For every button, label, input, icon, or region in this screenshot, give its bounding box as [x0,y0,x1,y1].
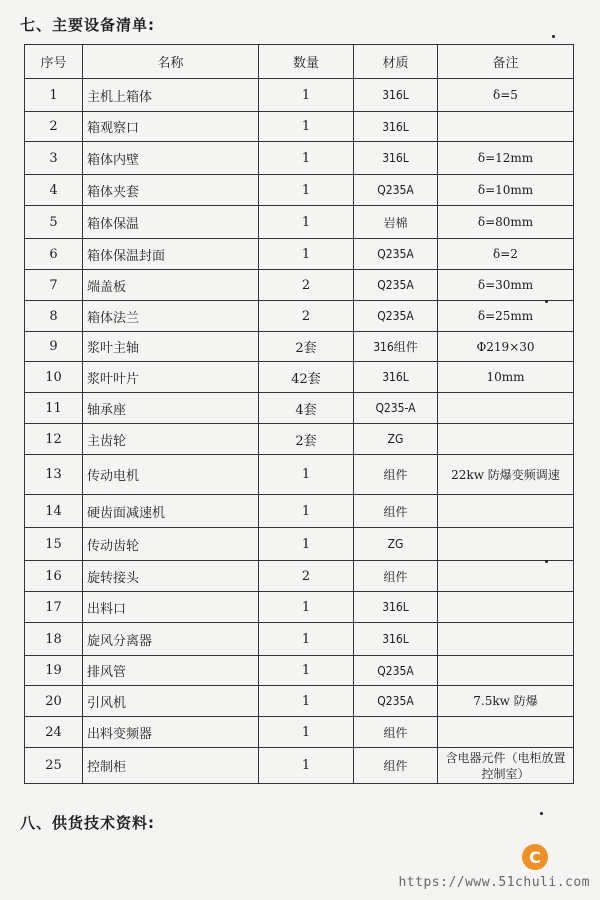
header-material: 材质 [354,45,438,79]
cell-name: 控制柜 [83,748,259,784]
table-row [25,748,574,784]
header-note: 备注 [438,45,574,79]
cell-qty: 2套 [259,424,354,455]
cell-qty: 1 [259,142,354,175]
cell-no: 24 [25,717,83,748]
cell-qty: 1 [259,656,354,686]
cell-name: 箱体内壁 [83,142,259,175]
table-row [25,686,574,717]
cell-name: 浆叶叶片 [83,362,259,393]
cell-name: 旋转接头 [83,561,259,592]
cell-no: 17 [25,592,83,623]
table-row [25,455,574,495]
cell-note [438,393,574,424]
cell-note: δ=25mm [438,301,574,332]
cell-note: 10mm [438,362,574,393]
cell-name: 浆叶主轴 [83,332,259,362]
cell-note: δ=5 [438,79,574,112]
cell-no: 8 [25,301,83,332]
cell-qty: 1 [259,112,354,142]
watermark-logo-icon: C [522,844,548,870]
cell-name: 传动齿轮 [83,528,259,561]
cell-no: 4 [25,175,83,206]
cell-name: 出料口 [83,592,259,623]
table-row [25,393,574,424]
cell-name: 硬齿面减速机 [83,495,259,528]
cell-qty: 1 [259,528,354,561]
cell-material: ZG [354,424,438,455]
cell-note: Φ219×30 [438,332,574,362]
cell-name: 轴承座 [83,393,259,424]
cell-material: 316组件 [354,332,438,362]
cell-no: 19 [25,656,83,686]
cell-qty: 42套 [259,362,354,393]
section-title-technical-docs: 八、供货技术资料: [20,814,155,832]
cell-name: 箱体夹套 [83,175,259,206]
scan-speck [545,300,548,303]
cell-name: 排风管 [83,656,259,686]
table-row [25,717,574,748]
scan-speck [552,35,555,38]
cell-material: Q235A [354,301,438,332]
table-row [25,112,574,142]
cell-note [438,717,574,748]
cell-no: 10 [25,362,83,393]
table-row [25,301,574,332]
cell-no: 7 [25,270,83,301]
cell-name: 箱体法兰 [83,301,259,332]
header-no: 序号 [25,45,83,79]
cell-note: δ=10mm [438,175,574,206]
scan-speck [545,560,548,563]
cell-material: 组件 [354,748,438,784]
cell-note [438,112,574,142]
cell-note [438,495,574,528]
cell-material: 岩棉 [354,206,438,239]
cell-qty: 1 [259,455,354,495]
cell-material: 组件 [354,561,438,592]
table-row [25,142,574,175]
cell-note: δ=2 [438,239,574,270]
cell-material: Q235-A [354,393,438,424]
cell-material: Q235A [354,656,438,686]
cell-material: 316L [354,592,438,623]
cell-no: 14 [25,495,83,528]
header-qty: 数量 [259,45,354,79]
cell-name: 传动电机 [83,455,259,495]
cell-note: δ=30mm [438,270,574,301]
cell-name: 引风机 [83,686,259,717]
cell-no: 20 [25,686,83,717]
table-row [25,206,574,239]
cell-material: ZG [354,528,438,561]
cell-note [438,424,574,455]
cell-no: 2 [25,112,83,142]
cell-no: 9 [25,332,83,362]
table-row [25,270,574,301]
table-row [25,175,574,206]
cell-qty: 2套 [259,332,354,362]
table-row [25,424,574,455]
cell-no: 6 [25,239,83,270]
cell-qty: 1 [259,748,354,784]
cell-no: 11 [25,393,83,424]
cell-material: 316L [354,79,438,112]
cell-name: 端盖板 [83,270,259,301]
cell-material: Q235A [354,686,438,717]
cell-no: 12 [25,424,83,455]
cell-name: 主齿轮 [83,424,259,455]
cell-qty: 1 [259,686,354,717]
cell-qty: 1 [259,592,354,623]
cell-material: 316L [354,112,438,142]
table-body [25,79,574,784]
table-row [25,495,574,528]
cell-qty: 2 [259,301,354,332]
cell-no: 15 [25,528,83,561]
table-row [25,623,574,656]
cell-no: 13 [25,455,83,495]
cell-material: 组件 [354,717,438,748]
cell-name: 主机上箱体 [83,79,259,112]
cell-no: 18 [25,623,83,656]
scan-speck [540,812,543,815]
table-header-row [25,45,574,79]
cell-note [438,623,574,656]
cell-no: 5 [25,206,83,239]
cell-material: 316L [354,623,438,656]
cell-qty: 1 [259,623,354,656]
cell-material: 组件 [354,455,438,495]
cell-no: 3 [25,142,83,175]
cell-note [438,561,574,592]
table-row [25,332,574,362]
cell-name: 箱体保温封面 [83,239,259,270]
cell-material: 316L [354,362,438,393]
cell-note: 22kw 防爆变频调速 [438,455,574,495]
cell-qty: 1 [259,175,354,206]
table-row [25,656,574,686]
section-title-equipment-list: 七、主要设备清单: [20,16,155,34]
cell-qty: 1 [259,717,354,748]
cell-material: Q235A [354,175,438,206]
cell-note: δ=12mm [438,142,574,175]
cell-material: 组件 [354,495,438,528]
cell-material: 316L [354,142,438,175]
cell-material: Q235A [354,270,438,301]
cell-qty: 1 [259,239,354,270]
cell-qty: 1 [259,206,354,239]
cell-note [438,528,574,561]
cell-note: 7.5kw 防爆 [438,686,574,717]
cell-material: Q235A [354,239,438,270]
cell-qty: 2 [259,270,354,301]
cell-qty: 1 [259,79,354,112]
cell-name: 箱观察口 [83,112,259,142]
cell-note: 含电器元件（电柜放置控制室） [438,748,574,784]
table-row [25,79,574,112]
cell-note [438,656,574,686]
cell-qty: 2 [259,561,354,592]
equipment-table [24,44,574,784]
table-row [25,528,574,561]
cell-no: 1 [25,79,83,112]
cell-qty: 4套 [259,393,354,424]
cell-no: 16 [25,561,83,592]
table-row [25,592,574,623]
cell-note [438,592,574,623]
cell-name: 出料变频器 [83,717,259,748]
table-row [25,561,574,592]
cell-name: 箱体保温 [83,206,259,239]
watermark-url: https://www.51chuli.com [398,875,590,890]
cell-no: 25 [25,748,83,784]
table-row [25,239,574,270]
cell-qty: 1 [259,495,354,528]
cell-name: 旋风分离器 [83,623,259,656]
header-name: 名称 [83,45,259,79]
table-row [25,362,574,393]
cell-note: δ=80mm [438,206,574,239]
